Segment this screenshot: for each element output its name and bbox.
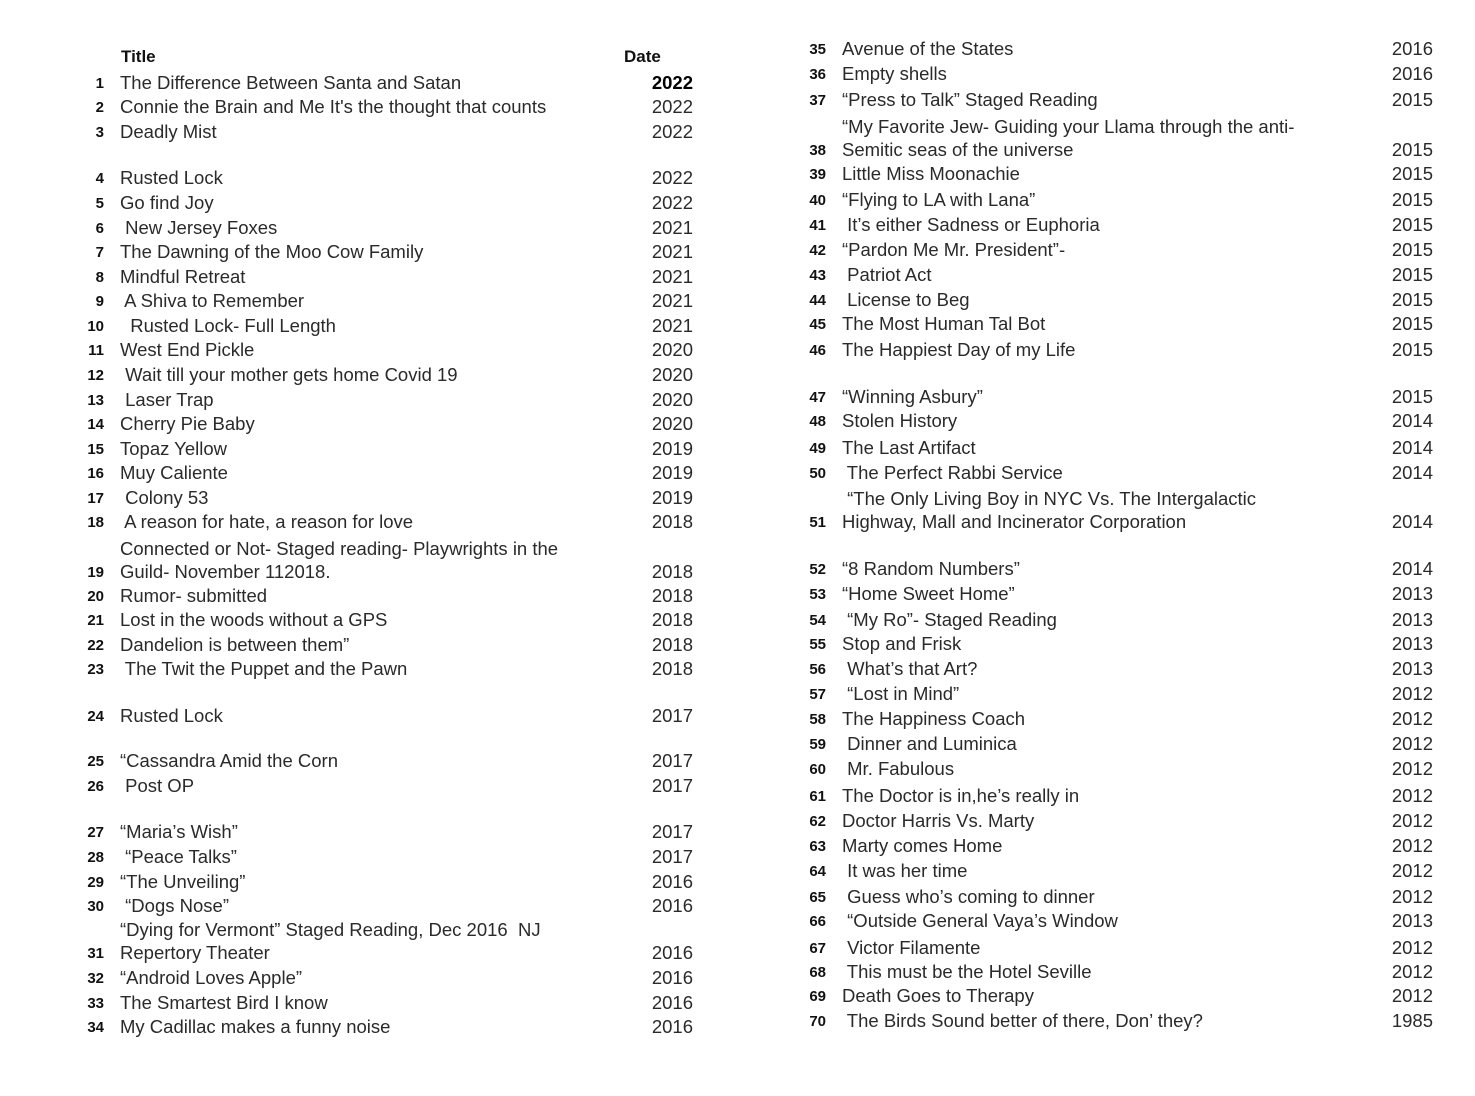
list-item bbox=[0, 339, 1475, 361]
entry-title: Rusted Lock bbox=[120, 167, 223, 188]
entry-title: Marty comes Home bbox=[842, 835, 1003, 856]
entry-number: 12 bbox=[87, 367, 104, 384]
entry-title: “8 Random Numbers” bbox=[842, 558, 1020, 579]
entry-title: Go find Joy bbox=[120, 192, 214, 213]
list-item bbox=[0, 386, 1475, 408]
entry-number: 39 bbox=[809, 166, 826, 183]
list-item bbox=[0, 985, 1475, 1007]
entry-number: 30 bbox=[87, 898, 104, 915]
list-item bbox=[0, 163, 1475, 185]
entry-date: 2015 bbox=[1391, 339, 1433, 360]
entry-number: 10 bbox=[87, 318, 104, 335]
list-item bbox=[0, 683, 1475, 705]
entry-number: 6 bbox=[95, 220, 104, 237]
entry-date: 2012 bbox=[1391, 733, 1433, 754]
entry-title: Muy Caliente bbox=[120, 462, 228, 483]
entry-title: The Happiness Coach bbox=[842, 708, 1026, 729]
list-item bbox=[0, 364, 1475, 386]
list-item bbox=[0, 583, 1475, 605]
entry-date: 2012 bbox=[1391, 810, 1433, 831]
entry-number: 33 bbox=[87, 995, 104, 1012]
entry-number: 4 bbox=[95, 170, 104, 187]
entry-title: “The Unveiling” bbox=[120, 871, 246, 892]
entry-date: 2013 bbox=[1391, 658, 1433, 679]
entry-date: 2012 bbox=[1391, 708, 1433, 729]
list-item bbox=[0, 886, 1475, 908]
entry-title: Victor Filamente bbox=[842, 937, 981, 958]
list-item bbox=[0, 961, 1475, 983]
entry-title: The Difference Between Santa and Satan bbox=[120, 72, 462, 93]
list-item bbox=[0, 488, 1475, 534]
entry-date: 2015 bbox=[1391, 239, 1433, 260]
entry-number: 1 bbox=[95, 75, 104, 92]
entry-title: Dinner and Luminica bbox=[842, 733, 1017, 754]
entry-number: 40 bbox=[809, 192, 826, 209]
list-item bbox=[0, 785, 1475, 807]
entry-title: Deadly Mist bbox=[120, 121, 217, 142]
entry-date: 2021 bbox=[651, 217, 693, 238]
entry-date: 2019 bbox=[651, 438, 693, 459]
entry-number: 32 bbox=[87, 970, 104, 987]
entry-number: 62 bbox=[809, 813, 826, 830]
entry-date: 2020 bbox=[651, 364, 693, 385]
entry-number: 54 bbox=[809, 612, 826, 629]
entry-number: 57 bbox=[809, 686, 826, 703]
entry-number: 63 bbox=[809, 838, 826, 855]
entry-title: The Perfect Rabbi Service bbox=[842, 462, 1063, 483]
entry-date: 2020 bbox=[651, 339, 693, 360]
list-item bbox=[0, 38, 1475, 60]
entry-date: 2014 bbox=[1391, 437, 1433, 458]
entry-date: 2013 bbox=[1391, 583, 1433, 604]
entry-number: 29 bbox=[87, 874, 104, 891]
list-item bbox=[0, 116, 1475, 162]
entry-title: “My Ro”- Staged Reading bbox=[842, 609, 1057, 630]
list-item bbox=[0, 313, 1475, 335]
entry-number: 15 bbox=[87, 441, 104, 458]
entry-number: 49 bbox=[809, 440, 826, 457]
entry-date: 2012 bbox=[1391, 860, 1433, 881]
entry-date: 2012 bbox=[1391, 937, 1433, 958]
entry-title: “Maria’s Wish” bbox=[120, 821, 238, 842]
entry-title: West End Pickle bbox=[120, 339, 255, 360]
title-column-header: Title bbox=[121, 47, 156, 66]
entry-number: 42 bbox=[809, 242, 826, 259]
entry-number: 11 bbox=[88, 342, 104, 359]
list-item bbox=[0, 860, 1475, 882]
entry-date: 2017 bbox=[651, 705, 693, 726]
entry-number: 44 bbox=[809, 292, 826, 309]
entry-number: 45 bbox=[809, 316, 826, 333]
entry-date: 2018 bbox=[651, 609, 693, 630]
entry-date: 2017 bbox=[651, 846, 693, 867]
entry-number: 64 bbox=[809, 863, 826, 880]
entry-title: “Dying for Vermont” Staged Reading, Dec 2016 NJ bbox=[120, 919, 541, 940]
entry-title: “Winning Asbury” bbox=[842, 386, 983, 407]
entry-title: “Cassandra Amid the Corn bbox=[120, 750, 338, 771]
entry-date: 2015 bbox=[1391, 214, 1433, 235]
list-item bbox=[0, 758, 1475, 780]
entry-title: A Shiva to Remember bbox=[120, 290, 305, 311]
entry-date: 2013 bbox=[1391, 633, 1433, 654]
entry-date: 2017 bbox=[651, 750, 693, 771]
entry-date: 2020 bbox=[651, 413, 693, 434]
entry-number: 67 bbox=[809, 940, 826, 957]
entry-date: 2013 bbox=[1391, 609, 1433, 630]
entry-title: Empty shells bbox=[842, 63, 947, 84]
entry-title: My Cadillac makes a funny noise bbox=[120, 1016, 391, 1037]
entry-number: 3 bbox=[95, 124, 104, 141]
entry-number: 20 bbox=[87, 588, 104, 605]
entry-title-continued: Semitic seas of the universe bbox=[842, 139, 1074, 160]
entry-number: 56 bbox=[809, 661, 826, 678]
entry-title: Dandelion is between them” bbox=[120, 634, 350, 655]
entry-number: 43 bbox=[809, 267, 826, 284]
entry-title: “Flying to LA with Lana” bbox=[842, 189, 1036, 210]
entry-title: “Peace Talks” bbox=[120, 846, 237, 867]
entry-date: 2012 bbox=[1391, 886, 1433, 907]
entry-date: 2018 bbox=[651, 511, 693, 532]
entry-title: The Doctor is in,he’s really in bbox=[842, 785, 1080, 806]
entry-date: 2019 bbox=[651, 462, 693, 483]
entry-number: 66 bbox=[809, 913, 826, 930]
entry-number: 68 bbox=[809, 964, 826, 981]
entry-date: 2022 bbox=[651, 192, 693, 213]
entry-date: 2014 bbox=[1391, 410, 1433, 431]
entry-number: 14 bbox=[87, 416, 104, 433]
entry-number: 41 bbox=[809, 217, 826, 234]
entry-number: 47 bbox=[809, 389, 826, 406]
entry-date: 2012 bbox=[1391, 683, 1433, 704]
entry-title: Stop and Frisk bbox=[842, 633, 962, 654]
entry-number: 51 bbox=[809, 514, 826, 531]
list-item bbox=[0, 910, 1475, 932]
entry-title: “Dogs Nose” bbox=[120, 895, 229, 916]
entry-title: The Smartest Bird I know bbox=[120, 992, 328, 1013]
entry-title-continued: Highway, Mall and Incinerator Corporation bbox=[842, 511, 1187, 532]
entry-title: Post OP bbox=[120, 775, 195, 796]
list-item bbox=[0, 437, 1475, 459]
entry-title: The Birds Sound better of there, Don’ they? bbox=[842, 1010, 1203, 1031]
entry-title: The Twit the Puppet and the Pawn bbox=[120, 658, 408, 679]
entry-title: Stolen History bbox=[842, 410, 958, 431]
entry-number: 25 bbox=[87, 753, 104, 770]
entry-title: Rusted Lock- Full Length bbox=[120, 315, 336, 336]
entry-title: Doctor Harris Vs. Marty bbox=[842, 810, 1035, 831]
entry-title: It was her time bbox=[842, 860, 968, 881]
entry-date: 2015 bbox=[1391, 189, 1433, 210]
entry-title: Death Goes to Therapy bbox=[842, 985, 1034, 1006]
entry-date: 2015 bbox=[1391, 289, 1433, 310]
entry-date: 2016 bbox=[651, 871, 693, 892]
list-item bbox=[0, 937, 1475, 959]
list-item bbox=[0, 239, 1475, 261]
entry-title-continued: Repertory Theater bbox=[120, 942, 270, 963]
entry-number: 5 bbox=[95, 195, 104, 212]
entry-title: “The Only Living Boy in NYC Vs. The Intergalactic bbox=[842, 488, 1257, 509]
entry-date: 2012 bbox=[1391, 835, 1433, 856]
list-item bbox=[0, 63, 1475, 85]
entry-number: 58 bbox=[809, 711, 826, 728]
entry-number: 23 bbox=[87, 661, 104, 678]
entry-number: 60 bbox=[809, 761, 826, 778]
entry-date: 2018 bbox=[651, 658, 693, 679]
entry-date: 2018 bbox=[651, 634, 693, 655]
entry-number: 37 bbox=[809, 92, 826, 109]
entry-date: 2015 bbox=[1391, 313, 1433, 334]
entry-number: 48 bbox=[809, 413, 826, 430]
entry-title: A reason for hate, a reason for love bbox=[120, 511, 414, 532]
entry-title: New Jersey Foxes bbox=[120, 217, 278, 238]
entry-title: What’s that Art? bbox=[842, 658, 978, 679]
entry-title: “Home Sweet Home” bbox=[842, 583, 1015, 604]
entry-date: 2014 bbox=[1391, 462, 1433, 483]
entry-date: 2012 bbox=[1391, 985, 1433, 1006]
entry-date: 2022 bbox=[651, 121, 693, 142]
entry-title: Connie the Brain and Me It's the thought that counts bbox=[120, 96, 547, 117]
entry-title: “Lost in Mind” bbox=[842, 683, 960, 704]
entry-title: “Pardon Me Mr. President”- bbox=[842, 239, 1066, 260]
entry-number: 53 bbox=[809, 586, 826, 603]
list-item bbox=[0, 462, 1475, 484]
entry-date: 2017 bbox=[651, 821, 693, 842]
entry-title: Lost in the woods without a GPS bbox=[120, 609, 388, 630]
entry-date: 2012 bbox=[1391, 961, 1433, 982]
entry-title: Guess who’s coming to dinner bbox=[842, 886, 1095, 907]
entry-title: The Dawning of the Moo Cow Family bbox=[120, 241, 424, 262]
entry-title: Avenue of the States bbox=[842, 38, 1014, 59]
entry-date: 2016 bbox=[651, 967, 693, 988]
entry-date: 2022 bbox=[651, 96, 693, 117]
entry-date: 2012 bbox=[1391, 758, 1433, 779]
list-item bbox=[0, 733, 1475, 755]
entry-number: 70 bbox=[809, 1013, 826, 1030]
entry-date: 2013 bbox=[1391, 910, 1433, 931]
entry-title: This must be the Hotel Seville bbox=[842, 961, 1092, 982]
entry-number: 16 bbox=[87, 465, 104, 482]
entry-date: 2016 bbox=[1391, 63, 1433, 84]
entry-title: The Last Artifact bbox=[842, 437, 976, 458]
entry-date: 2021 bbox=[651, 290, 693, 311]
entry-number: 7 bbox=[95, 244, 104, 261]
entry-date: 2020 bbox=[651, 389, 693, 410]
entry-title: “Android Loves Apple” bbox=[120, 967, 303, 988]
entry-title: Rusted Lock bbox=[120, 705, 223, 726]
entry-title: Connected or Not- Staged reading- Playwrights in the bbox=[120, 538, 559, 559]
entry-title: License to Beg bbox=[842, 289, 970, 310]
list-item bbox=[0, 558, 1475, 580]
entry-date: 2019 bbox=[651, 487, 693, 508]
entry-number: 26 bbox=[87, 778, 104, 795]
list-item bbox=[0, 609, 1475, 631]
entry-title: Colony 53 bbox=[120, 487, 209, 508]
list-item bbox=[0, 708, 1475, 730]
entry-date: 2012 bbox=[1391, 785, 1433, 806]
entry-title: “Press to Talk” Staged Reading bbox=[842, 89, 1098, 110]
entry-title: The Happiest Day of my Life bbox=[842, 339, 1076, 360]
list-item bbox=[0, 410, 1475, 432]
entry-number: 8 bbox=[95, 269, 104, 286]
list-item bbox=[0, 835, 1475, 857]
entry-date: 2018 bbox=[651, 585, 693, 606]
entry-date: 2017 bbox=[651, 775, 693, 796]
entry-number: 13 bbox=[87, 392, 104, 409]
entry-title: Laser Trap bbox=[120, 389, 214, 410]
entry-number: 9 bbox=[95, 293, 104, 310]
list-item bbox=[0, 658, 1475, 680]
entry-title: Wait till your mother gets home Covid 19 bbox=[120, 364, 458, 385]
entry-number: 50 bbox=[809, 465, 826, 482]
entry-date: 2016 bbox=[1391, 38, 1433, 59]
entry-title: It’s either Sadness or Euphoria bbox=[842, 214, 1100, 235]
entry-date: 2021 bbox=[651, 315, 693, 336]
entry-date: 2014 bbox=[1391, 558, 1433, 579]
entry-title: Mr. Fabulous bbox=[842, 758, 955, 779]
list-item bbox=[0, 264, 1475, 286]
entry-date: 2015 bbox=[1391, 89, 1433, 110]
entry-number: 65 bbox=[809, 889, 826, 906]
date-column-header: Date bbox=[624, 47, 661, 66]
entry-date: 2014 bbox=[1391, 511, 1433, 532]
entry-date: 2015 bbox=[1391, 264, 1433, 285]
entry-number: 69 bbox=[809, 988, 826, 1005]
entry-number: 21 bbox=[87, 612, 104, 629]
entry-title: Little Miss Moonachie bbox=[842, 163, 1020, 184]
entry-title: Mindful Retreat bbox=[120, 266, 246, 287]
entry-date: 2018 bbox=[651, 561, 693, 582]
entry-title: “My Favorite Jew- Guiding your Llama through the anti- bbox=[842, 116, 1295, 137]
entry-title: Topaz Yellow bbox=[120, 438, 227, 459]
entry-date: 1985 bbox=[1391, 1010, 1433, 1031]
entry-title: The Most Human Tal Bot bbox=[842, 313, 1046, 334]
entry-number: 17 bbox=[87, 490, 104, 507]
entry-number: 27 bbox=[87, 824, 104, 841]
entry-number: 36 bbox=[809, 66, 826, 83]
entry-date: 2015 bbox=[1391, 139, 1433, 160]
entry-date: 2016 bbox=[651, 942, 693, 963]
entry-title: Cherry Pie Baby bbox=[120, 413, 255, 434]
entry-number: 35 bbox=[809, 41, 826, 58]
entry-number: 2 bbox=[95, 99, 104, 116]
entry-number: 59 bbox=[809, 736, 826, 753]
entry-title: Patriot Act bbox=[842, 264, 932, 285]
list-item bbox=[0, 1010, 1475, 1032]
entry-date: 2015 bbox=[1391, 163, 1433, 184]
entry-number: 31 bbox=[87, 945, 104, 962]
entry-number: 38 bbox=[809, 142, 826, 159]
entry-number: 19 bbox=[87, 564, 104, 581]
entry-number: 24 bbox=[87, 708, 104, 725]
entry-number: 55 bbox=[809, 636, 826, 653]
entry-date: 2015 bbox=[1391, 386, 1433, 407]
list-item bbox=[0, 89, 1475, 111]
entry-number: 46 bbox=[809, 342, 826, 359]
list-item bbox=[0, 810, 1475, 832]
list-item bbox=[0, 289, 1475, 311]
entry-number: 18 bbox=[87, 514, 104, 531]
list-item bbox=[0, 214, 1475, 236]
entry-date: 2016 bbox=[651, 895, 693, 916]
entry-date: 2022 bbox=[651, 167, 693, 188]
entry-title: Rumor- submitted bbox=[120, 585, 268, 606]
entry-number: 61 bbox=[809, 788, 826, 805]
entry-number: 22 bbox=[87, 637, 104, 654]
entry-date: 2016 bbox=[651, 1016, 693, 1037]
entry-date: 2021 bbox=[651, 241, 693, 262]
entry-title: “Outside General Vaya’s Window bbox=[842, 910, 1118, 931]
entry-number: 28 bbox=[87, 849, 104, 866]
entry-number: 52 bbox=[809, 561, 826, 578]
list-item bbox=[0, 633, 1475, 655]
entry-date: 2016 bbox=[651, 992, 693, 1013]
entry-date: 2022 bbox=[651, 72, 693, 93]
entry-number: 34 bbox=[87, 1019, 104, 1036]
list-item bbox=[0, 189, 1475, 211]
entry-title-continued: Guild- November 112018. bbox=[120, 561, 331, 582]
entry-date: 2021 bbox=[651, 266, 693, 287]
